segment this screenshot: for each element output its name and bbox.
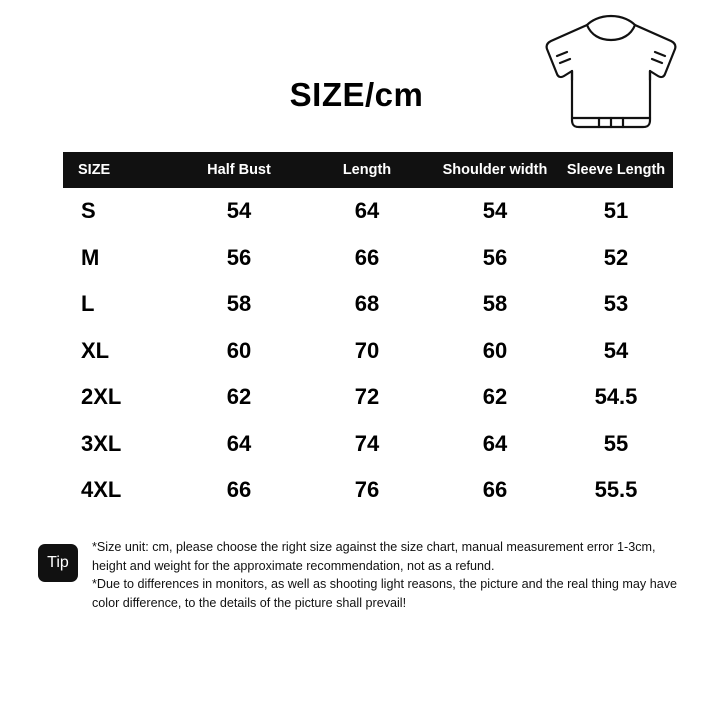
tip-line-2: *Due to differences in monitors, as well as shooting light reasons, the picture and the real thing may have color difference, to the details of the picture shall prevail! (92, 577, 678, 610)
tip-badge: Tip (38, 544, 78, 582)
cell-size: L (81, 291, 95, 317)
column-header-shoulder-width: Shoulder width (442, 162, 548, 178)
cell-shoulder-width: 54 (482, 198, 508, 224)
cell-length: 66 (354, 244, 380, 270)
table-row (63, 467, 673, 514)
cell-half-bust: 56 (226, 244, 252, 270)
cell-sleeve-length: 52 (603, 244, 629, 270)
cell-length: 74 (354, 430, 380, 456)
tip-text (92, 538, 688, 612)
column-header-length: Length (342, 162, 392, 178)
cell-shoulder-width: 64 (482, 430, 508, 456)
cell-sleeve-length: 51 (603, 198, 629, 224)
cell-sleeve-length: 53 (603, 291, 629, 317)
cell-size: S (81, 198, 96, 224)
cell-half-bust: 54 (226, 198, 252, 224)
column-header-sleeve-length: Sleeve Length (566, 162, 666, 178)
cell-length: 72 (354, 384, 380, 410)
table-row (63, 374, 673, 421)
cell-size: 3XL (81, 430, 122, 456)
table-row (63, 188, 673, 235)
cell-half-bust: 66 (226, 477, 252, 503)
table-row (63, 235, 673, 282)
sweatshirt-illustration (541, 8, 681, 138)
cell-size: XL (81, 337, 110, 363)
table-row (63, 281, 673, 328)
cell-length: 64 (354, 198, 380, 224)
cell-sleeve-length: 55 (603, 430, 629, 456)
column-header-size: SIZE (78, 162, 111, 178)
cell-shoulder-width: 58 (482, 291, 508, 317)
cell-sleeve-length: 54 (603, 337, 629, 363)
cell-shoulder-width: 56 (482, 244, 508, 270)
cell-shoulder-width: 60 (482, 337, 508, 363)
cell-shoulder-width: 62 (482, 384, 508, 410)
cell-half-bust: 64 (226, 430, 252, 456)
cell-size: 4XL (81, 477, 122, 503)
cell-half-bust: 60 (226, 337, 252, 363)
size-table (63, 152, 673, 514)
cell-length: 70 (354, 337, 380, 363)
cell-sleeve-length: 55.5 (594, 477, 638, 503)
table-row (63, 421, 673, 468)
cell-length: 76 (354, 477, 380, 503)
table-body (63, 188, 673, 514)
cell-size: 2XL (81, 384, 122, 410)
page-title: SIZE/cm (289, 76, 424, 113)
cell-half-bust: 58 (226, 291, 252, 317)
table-header (63, 152, 673, 188)
size-table-container (63, 152, 673, 514)
tip-note (38, 538, 688, 612)
column-header-half-bust: Half Bust (207, 162, 271, 178)
cell-size: M (81, 244, 100, 270)
cell-length: 68 (354, 291, 380, 317)
table-header-row (63, 152, 673, 188)
table-row (63, 328, 673, 375)
cell-shoulder-width: 66 (482, 477, 508, 503)
cell-half-bust: 62 (226, 384, 252, 410)
cell-sleeve-length: 54.5 (594, 384, 638, 410)
tip-line-1: *Size unit: cm, please choose the right size against the size chart, manual measurement error 1-3cm, height and weight for the approximate recommendation, not as a refund. (92, 540, 656, 573)
